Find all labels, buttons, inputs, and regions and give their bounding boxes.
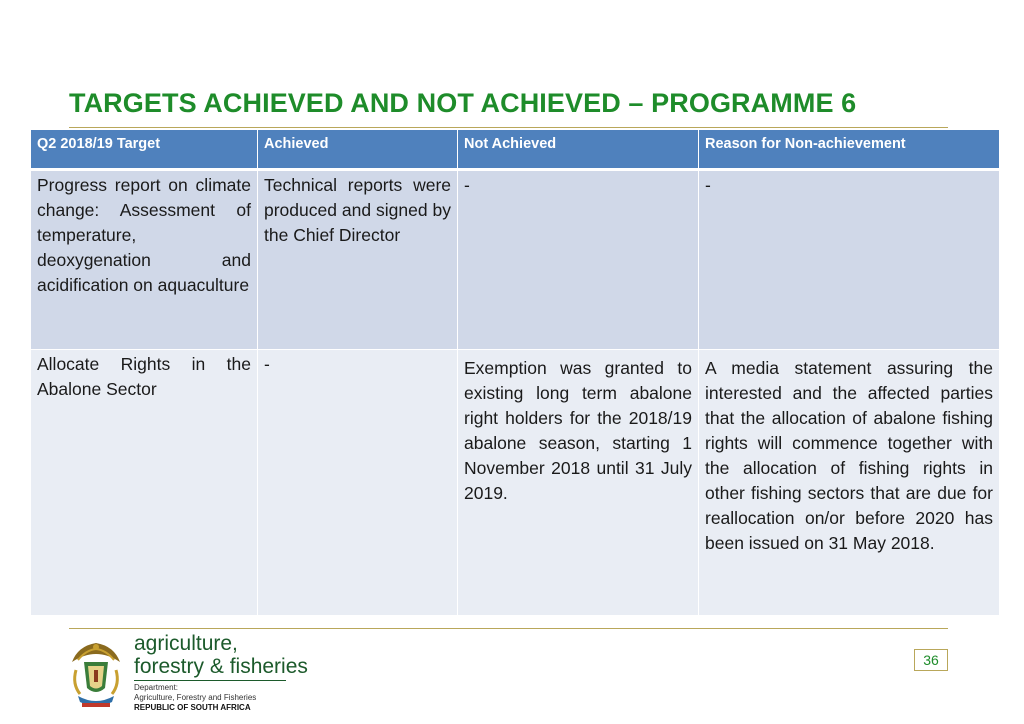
header-not-achieved: Not Achieved bbox=[458, 130, 699, 169]
table-header-row bbox=[31, 130, 1000, 169]
coat-of-arms-icon bbox=[68, 640, 124, 712]
cell-target: Allocate Rights in the Abalone Sector bbox=[31, 349, 258, 615]
table-row bbox=[31, 349, 1000, 615]
cell-not-achieved: Exemption was granted to existing long term abalone right holders for the 2018/19 abalone season, starting 1 November 2018 until 31 July 2019. bbox=[458, 349, 699, 615]
cell-achieved: - bbox=[258, 349, 458, 615]
country-name: REPUBLIC OF SOUTH AFRICA bbox=[134, 703, 251, 712]
cell-reason: - bbox=[699, 169, 1000, 349]
dept-name: Agriculture, Forestry and Fisheries bbox=[134, 693, 257, 702]
brand-divider bbox=[134, 680, 286, 681]
page-title: TARGETS ACHIEVED AND NOT ACHIEVED – PROGRAMME 6 bbox=[69, 88, 857, 118]
title-underline bbox=[69, 127, 948, 128]
page-number: 36 bbox=[914, 649, 948, 671]
targets-table bbox=[30, 130, 1000, 616]
cell-not-achieved: - bbox=[458, 169, 699, 349]
table-row bbox=[31, 169, 1000, 349]
header-target: Q2 2018/19 Target bbox=[31, 130, 258, 169]
dept-label: Department: bbox=[134, 683, 179, 692]
header-achieved: Achieved bbox=[258, 130, 458, 169]
cell-reason: A media statement assuring the interested and the affected parties that the allocation of abalone fishing rights will commence together with the allocation of fishing rights in other fishing sectors that are due for reallocation on/or before 2020 has been issued on 31 May 2018. bbox=[699, 349, 1000, 615]
brand-line-2: forestry & fisheries bbox=[134, 655, 308, 678]
footer-rule bbox=[69, 628, 948, 629]
brand-line-1: agriculture, bbox=[134, 632, 238, 655]
cell-achieved: Technical reports were produced and signed by the Chief Director bbox=[258, 169, 458, 349]
cell-target: Progress report on climate change: Assessment of temperature, deoxygenation and acidification on aquaculture bbox=[31, 169, 258, 349]
header-reason: Reason for Non-achievement bbox=[699, 130, 1000, 169]
